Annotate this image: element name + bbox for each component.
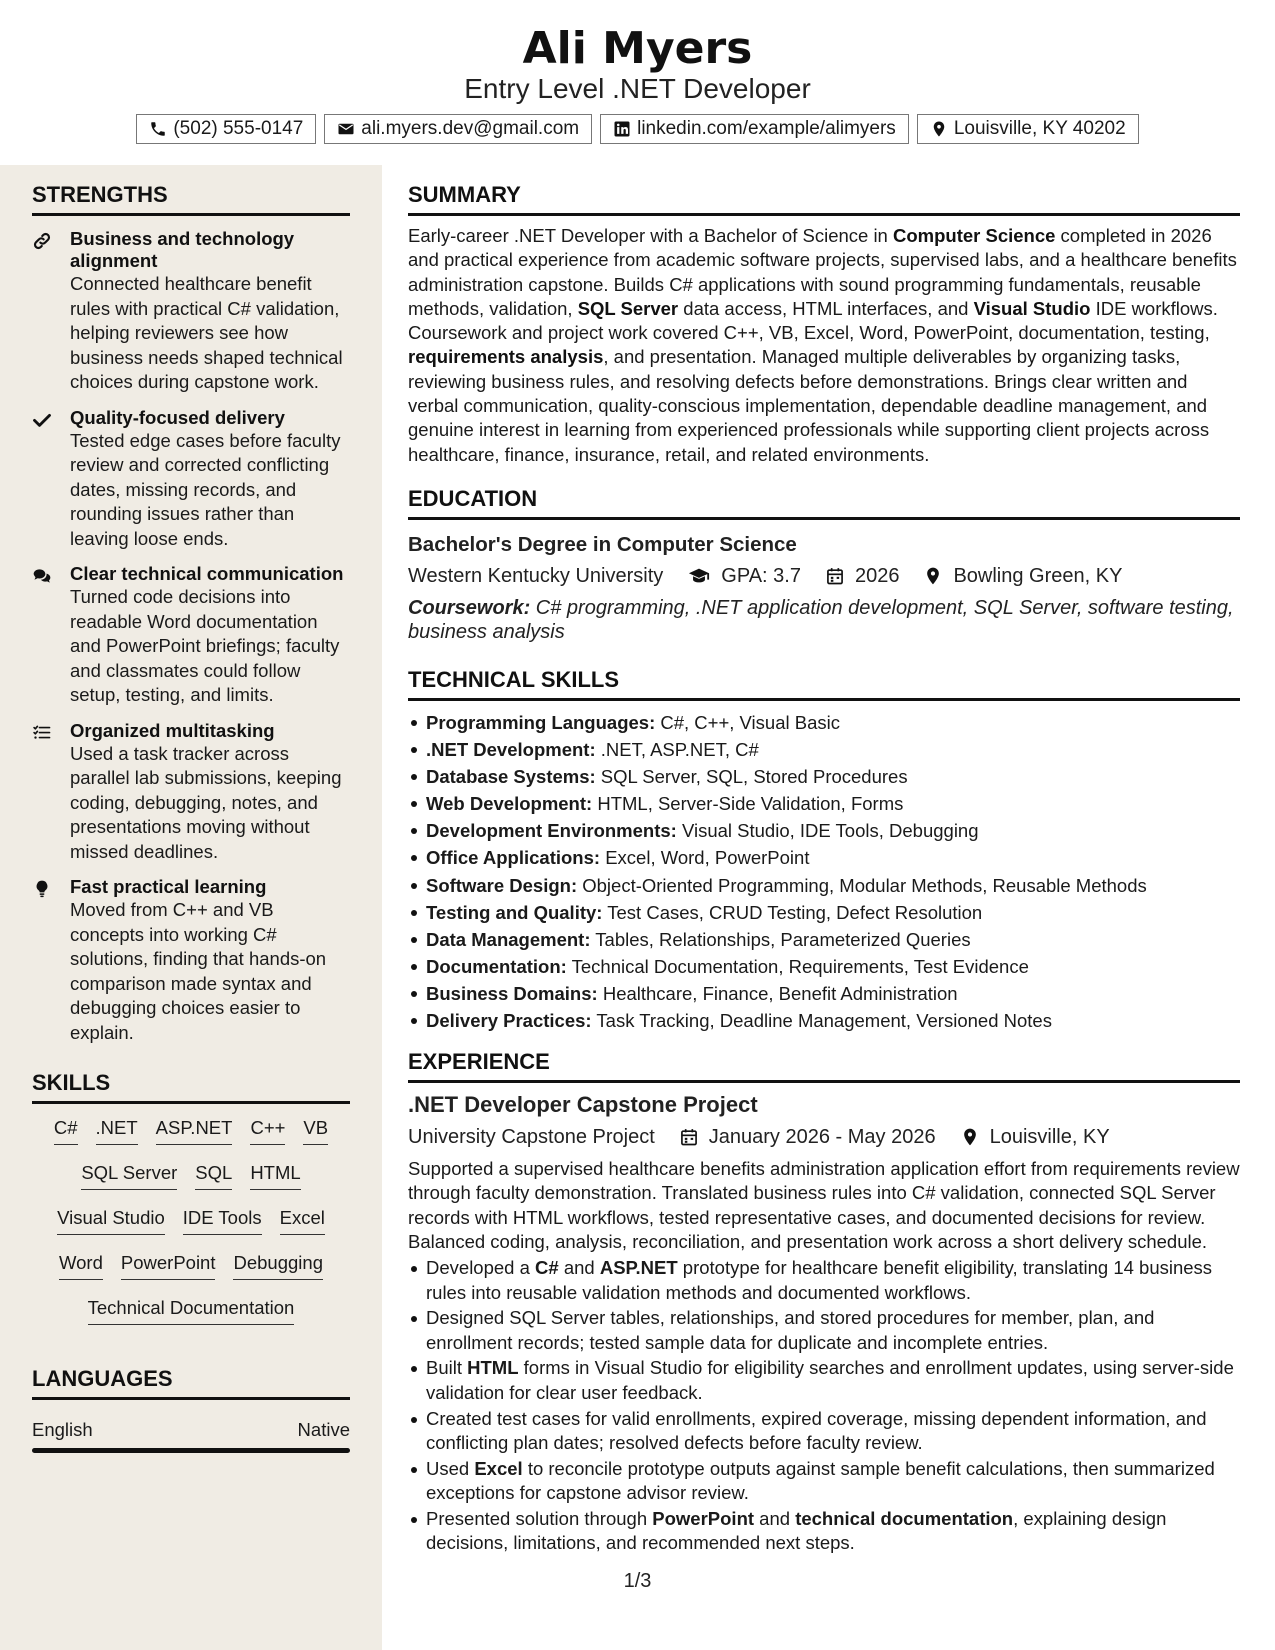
candidate-title: Entry Level .NET Developer [464,73,811,104]
chat-icon [32,563,70,708]
skill-row [32,1296,350,1333]
coursework-label: Coursework: [408,596,531,619]
skill-row [32,1251,350,1288]
strength-item [32,720,350,865]
experience-bullet [408,1457,1240,1506]
text-segment: forms in Visual Studio for eligibility searches and enrollment updates, using server-side validation for clear user feedback. [426,1357,1234,1403]
technical-skill-item [408,844,1240,871]
skill-category: Business Domains: [426,982,598,1004]
strength-title: Fast practical learning [70,876,267,897]
skill-tag: Word [59,1251,103,1280]
skill-values: Excel, Word, PowerPoint [600,847,810,869]
skill-values: Technical Documentation, Requirements, Test Evidence [566,955,1029,977]
skill-values: C#, C++, Visual Basic [655,711,840,733]
text-segment: Developed a [426,1257,536,1279]
contact-linkedin-text: linkedin.com/example/alimyers [637,118,896,139]
summary-heading: SUMMARY [408,181,1240,216]
lightbulb-icon [32,876,70,1045]
skill-category: .NET Development: [426,739,596,761]
text-segment: Built [426,1357,468,1379]
skill-row [32,1116,350,1153]
technical-skill-item [408,790,1240,817]
text-segment: data access, HTML interfaces, and [678,297,974,319]
technical-skill-item [408,953,1240,980]
employment-dates: January 2026 - May 2026 [708,1126,936,1149]
technical-skill-item [408,709,1240,736]
coursework-list: C# programming, .NET application development, SQL Server, software testing, business analysis [408,596,1234,643]
text-segment: Presented solution through [426,1507,653,1529]
bold-text: SQL Server [577,297,679,319]
skill-category: Web Development: [426,793,593,815]
experience-section [408,1048,1240,1555]
experience-bullet [408,1356,1240,1405]
experience-heading: EXPERIENCE [408,1048,1240,1083]
graduation-year: 2026 [854,564,900,587]
skill-values: Healthcare, Finance, Benefit Administration [597,982,958,1004]
experience-bullet [408,1306,1240,1355]
strengths-heading: STRENGTHS [32,181,350,216]
strength-description: Tested edge cases before faculty review and corrected conflicting dates, missing records, and rounding issues rather than leaving loose ends. [70,429,341,549]
strength-description: Used a task tracker across parallel lab submissions, keeping coding, debugging, notes, and presentations moving without missed deadlines. [70,742,342,862]
skill-tag: HTML [250,1161,300,1190]
bold-text: C# [535,1257,559,1279]
skill-category: Software Design: [426,874,578,896]
skills-heading: SKILLS [32,1069,350,1104]
contact-email[interactable] [324,114,592,144]
skill-tag: VB [303,1116,328,1145]
skill-category: Testing and Quality: [426,901,603,923]
page-number: 1/3 [623,1570,652,1592]
skill-values: Object-Oriented Programming, Modular Methods, Reusable Methods [577,874,1147,896]
strength-item [32,407,350,552]
language-level: Native [297,1419,350,1440]
skill-tag: SQL Server [81,1161,177,1190]
bold-text: Excel [474,1457,523,1479]
text-segment: Designed SQL Server tables, relationships, and stored procedures for member, plan, and enrollment records; tested sample data for duplicate and incomplete entries. [426,1307,1155,1353]
organization: University Capstone Project [408,1126,655,1149]
bold-text: PowerPoint [652,1507,755,1529]
technical-skills-heading: TECHNICAL SKILLS [408,666,1240,701]
experience-description: Supported a supervised healthcare benefits administration application effort from requirements review through faculty demonstration. Translated business rules into C# validation, connected SQL Server records with HTML workflows, tested representative cases, and documented decisions for review. Balanced coding, analysis, reconciliation, and presentation work across a short delivery schedule. [408,1158,1240,1252]
skill-tag: IDE Tools [183,1206,262,1235]
skill-tag: Visual Studio [57,1206,165,1235]
bold-text: ASP.NET [599,1257,678,1279]
bold-text: technical documentation [795,1507,1014,1529]
experience-meta [408,1123,1240,1151]
text-segment: Created test cases for valid enrollments, expired coverage, missing dependent information, and conflicting plan dates; resolved defects before faculty review. [426,1407,1207,1453]
text-segment: to reconcile prototype outputs against sample benefit calculations, then summarized exceptions for capstone advisor review. [426,1457,1215,1503]
bold-text: Visual Studio [973,297,1091,319]
technical-skill-item [408,872,1240,899]
education-meta [408,562,1240,590]
language-item [32,1418,350,1442]
skill-tag: C++ [250,1116,285,1145]
education-heading: EDUCATION [408,485,1240,520]
text-segment: prototype for healthcare benefit eligibility, translating 14 business rules into reusable validation methods and documented workflows. [426,1257,1213,1303]
degree-title: Bachelor's Degree in Computer Science [408,532,797,556]
bold-text: Computer Science [892,225,1056,246]
technical-skill-item [408,736,1240,763]
skill-tag: Technical Documentation [88,1296,295,1325]
contact-email-text: ali.myers.dev@gmail.com [361,118,580,139]
education-section [408,485,1240,644]
technical-skill-item [408,980,1240,1007]
strength-description: Turned code decisions into readable Word documentation and PowerPoint briefings; faculty and classmates could follow setup, testing, and limits. [70,586,340,705]
map-pin-icon [960,1127,980,1147]
technical-skills-section [408,666,1240,1034]
text-segment: and [754,1507,796,1529]
skill-category: Programming Languages: [426,711,656,733]
main-content [408,165,1240,1650]
text-segment: , explaining design decisions, limitations, and recommended next steps. [426,1507,1167,1554]
skill-values: Tables, Relationships, Parameterized Queries [590,928,971,950]
skill-tag: SQL [195,1161,232,1190]
skill-category: Documentation: [426,955,567,977]
text-segment: Used [426,1457,475,1479]
phone-icon [149,120,167,138]
bold-text: requirements analysis [408,346,604,368]
contact-location [917,114,1139,144]
resume-header [0,0,1275,165]
skill-values: Test Cases, CRUD Testing, Defect Resolution [602,901,983,923]
skill-values: Task Tracking, Deadline Management, Versioned Notes [591,1010,1052,1031]
school-name: Western Kentucky University [408,564,664,587]
languages-heading: LANGUAGES [32,1365,350,1400]
candidate-name: Ali Myers [522,23,753,74]
experience-bullets [408,1256,1240,1555]
skill-row [32,1206,350,1243]
linkedin-icon [613,120,631,138]
bold-text: HTML [467,1357,519,1379]
summary-text [408,224,1240,467]
job-location: Louisville, KY [989,1126,1110,1149]
check-icon [32,407,70,552]
graduation-cap-icon [687,565,711,587]
strength-title: Business and technology alignment [70,228,295,271]
skill-tag: Excel [280,1206,325,1235]
skill-category: Database Systems: [426,766,596,788]
skill-tag: C# [54,1116,78,1145]
technical-skill-item [408,1007,1240,1034]
text-segment: IDE workflows. Coursework and project work covered C++, VB, Excel, Word, PowerPoint, documentation, testing, [408,297,1218,344]
strength-title: Organized multitasking [70,719,275,741]
language-proficiency-bar [32,1448,350,1453]
skill-values: HTML, Server-Side Validation, Forms [592,793,904,815]
link-icon [32,228,70,395]
strength-description: Connected healthcare benefit rules with practical C# validation, helping reviewers see how business needs shaped technical choices during capstone work. [70,273,343,392]
skill-row [32,1161,350,1198]
skill-category: Data Management: [426,928,591,950]
contact-bar [0,114,1275,144]
strength-title: Quality-focused delivery [70,406,285,428]
experience-bullet [408,1407,1240,1456]
envelope-icon [337,120,355,138]
skill-tag: PowerPoint [121,1251,216,1280]
calendar-icon [679,1127,699,1147]
skill-tag: ASP.NET [156,1116,233,1145]
skill-category: Office Applications: [426,847,601,869]
technical-skill-item [408,899,1240,926]
skill-tag: Debugging [233,1251,323,1280]
contact-linkedin[interactable] [600,114,909,144]
experience-bullet [408,1256,1240,1305]
text-segment: completed in 2026 and practical experience from academic software projects, supervised labs, and a healthcare benefits administration capstone. Builds C# applications with sound programming fundamentals, reusable methods, validation, [408,225,1237,319]
strength-title: Clear technical communication [70,563,344,584]
technical-skill-item [408,926,1240,953]
map-pin-icon [930,120,948,138]
skill-tag: .NET [96,1116,138,1145]
contact-phone-text: (502) 555-0147 [173,118,304,139]
job-title: .NET Developer Capstone Project [408,1092,758,1118]
summary-section [408,181,1240,467]
skill-category: Delivery Practices: [426,1010,592,1031]
text-segment: Early-career .NET Developer with a Bachelor of Science in [408,225,893,246]
strength-item [32,876,350,1045]
language-name: English [32,1419,93,1440]
sidebar [0,165,382,1650]
contact-location-text: Louisville, KY 40202 [953,118,1126,139]
skill-tags [32,1116,350,1333]
school-location: Bowling Green, KY [953,564,1123,587]
strength-description: Moved from C++ and VB concepts into working C# solutions, finding that hands-on comparison made syntax and debugging choices easier to explain. [70,899,327,1043]
task-list-icon [32,720,70,865]
calendar-icon [825,566,845,586]
skill-values: SQL Server, SQL, Stored Procedures [595,766,908,788]
skill-values: .NET, ASP.NET, C# [595,739,759,761]
skill-category: Development Environments: [426,820,677,842]
strength-item [32,228,350,395]
skill-values: Visual Studio, IDE Tools, Debugging [676,820,979,842]
text-segment: , and presentation. Managed multiple deliverables by organizing tasks, reviewing business rules, and resolving defects before demonstrations. Brings clear written and verbal communication, quality-conscious implementation, dependable deadline management, and genuine interest in learning from experienced professionals while supporting client projects across healthcare, finance, insurance, retail, and related environments. [408,346,1210,465]
map-pin-icon [923,566,943,586]
technical-skill-item [408,817,1240,844]
coursework [408,596,1240,644]
gpa: GPA: 3.7 [721,564,801,587]
text-segment: and [558,1257,600,1279]
contact-phone [136,114,316,144]
experience-bullet [408,1507,1240,1556]
technical-skill-item [408,763,1240,790]
technical-skills-list [408,709,1240,1034]
strength-item [32,563,350,708]
